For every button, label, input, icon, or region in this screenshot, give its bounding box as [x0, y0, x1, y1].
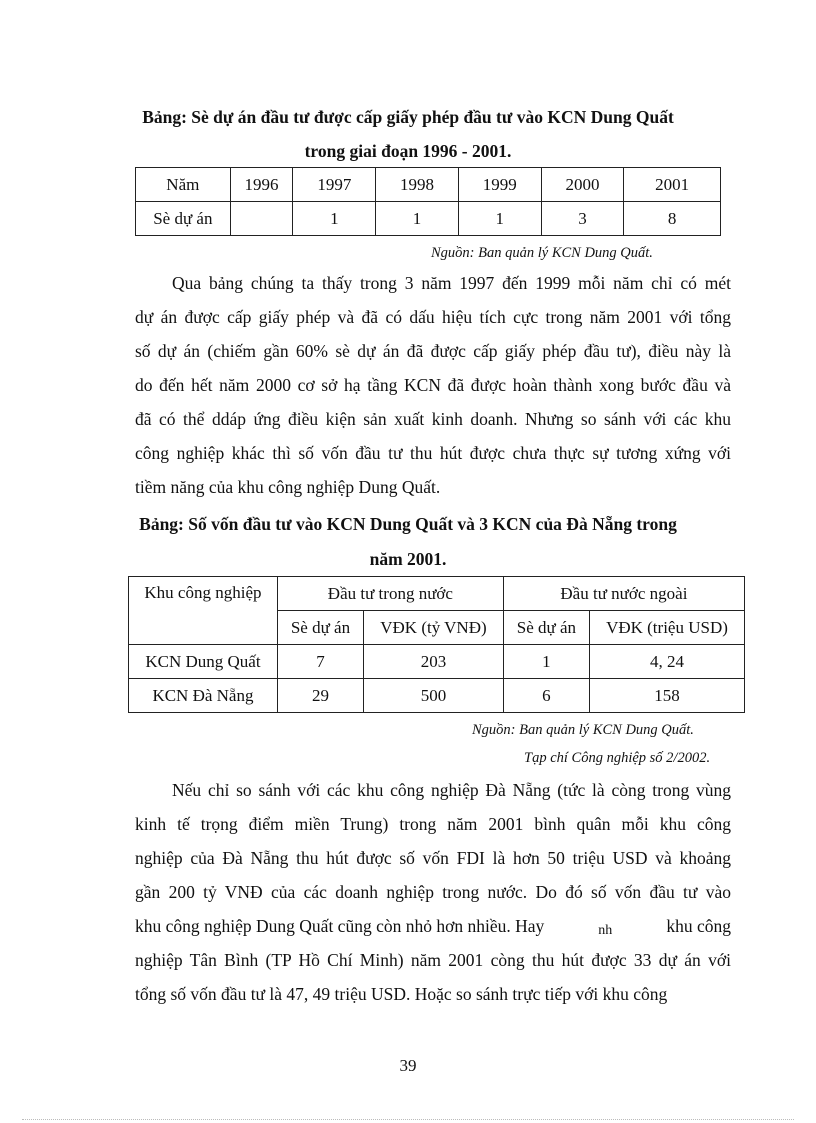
year-cell: 1996 [230, 168, 293, 202]
domestic-count: 7 [277, 645, 363, 679]
paragraph-line: nghiệp Tân Bình (TP Hồ Chí Minh) năm 2001 còng thu hút được 33 dự án với [135, 950, 731, 970]
table2-title-line2: năm 2001. [369, 549, 447, 569]
header-zone: Khu công nghiệp [129, 577, 278, 645]
paragraph-line: do đến hết năm 2000 cơ sở hạ tầng KCN đã được hoàn thành xong bước đầu và [135, 375, 731, 395]
header-foreign: Đầu tư nước ngoài [503, 577, 744, 611]
table-row [129, 577, 745, 611]
subheader-capital-usd: VĐK (triệu USD) [589, 611, 744, 645]
paragraph-line: dự án được cấp giấy phép và đã có dấu hiệu tích cực trong năm 2001 với tổng [135, 307, 731, 327]
paragraph-line: kinh tế trọng điểm miền Trung) trong năm 2001 bình quân mỗi khu công [135, 814, 731, 834]
table2-source-2: Tạp chí Công nghiệp số 2/2002. [524, 750, 711, 766]
table2-source-1: Nguồn: Ban quản lý KCN Dung Quất. [472, 722, 694, 738]
table-row [136, 202, 721, 236]
paragraph-line: công nghiệp khác thì số vốn đầu tư thu hút được chưa thực sự tương xứng với [135, 443, 731, 463]
paragraph-line-with-subscript [135, 909, 731, 943]
foreign-capital: 4, 24 [589, 645, 744, 679]
page-number: 39 [399, 1056, 417, 1075]
table-row [129, 645, 745, 679]
year-cell: 1998 [376, 168, 459, 202]
subheader-count-foreign: Sè dự án [503, 611, 589, 645]
count-cell: 1 [458, 202, 541, 236]
paragraph-line: khu công nghiệp Dung Quất cũng còn nhỏ hơn nhiều. Hay [135, 916, 545, 936]
row-label-year: Năm [136, 168, 231, 202]
paragraph-line: nghiệp của Đà Nẵng thu hút được số vốn FDI là hơn 50 triệu USD và khoảng [135, 848, 731, 868]
count-cell: 3 [541, 202, 624, 236]
zone-name: KCN Đà Nẵng [129, 679, 278, 713]
paragraph-line: đã có thể ddáp ứng điều kiện sản xuất kinh doanh. Nhưng so sánh với các khu [135, 409, 731, 429]
paragraph-line: Nếu chỉ so sánh với các khu công nghiệp Đà Nẵng (tức là còng trong vùng [172, 780, 731, 800]
table1-projects-by-year [135, 167, 721, 236]
table1-source: Nguồn: Ban quản lý KCN Dung Quất. [431, 245, 653, 261]
year-cell: 1997 [293, 168, 376, 202]
paragraph-line: số dự án (chiếm gần 60% sè dự án đã được cấp giấy phép đầu tư), điều này là [135, 341, 731, 361]
row-label-count: Sè dự án [136, 202, 231, 236]
table1-title-line1: Bảng: Sè dự án đầu tư được cấp giấy phép đầu tư vào KCN Dung Quất [142, 107, 674, 127]
paragraph-line: tổng số vốn đầu tư là 47, 49 triệu USD. Hoặc so sánh trực tiếp với khu công [135, 984, 668, 1004]
count-cell: 1 [293, 202, 376, 236]
subscript-text: nh [598, 923, 613, 938]
paragraph-line: khu công [666, 916, 731, 936]
zone-name: KCN Dung Quất [129, 645, 278, 679]
table2-investment-capital [128, 576, 745, 713]
paragraph-line: gần 200 tỷ VNĐ của các doanh nghiệp trong nước. Do đó số vốn đầu tư vào [135, 882, 731, 902]
page-bottom-divider [22, 1119, 794, 1120]
table-row [129, 679, 745, 713]
subheader-capital-vnd: VĐK (tỷ VNĐ) [364, 611, 504, 645]
domestic-count: 29 [277, 679, 363, 713]
subheader-count: Sè dự án [277, 611, 363, 645]
year-cell: 2000 [541, 168, 624, 202]
table2-title-line1: Bảng: Số vốn đầu tư vào KCN Dung Quất và 3 KCN của Đà Nẵng trong [139, 514, 677, 534]
count-cell: 1 [376, 202, 459, 236]
foreign-capital: 158 [589, 679, 744, 713]
foreign-count: 1 [503, 645, 589, 679]
paragraph-2 [135, 773, 731, 1011]
table-row [136, 168, 721, 202]
domestic-capital: 500 [364, 679, 504, 713]
table1-title-line2: trong giai đoạn 1996 - 2001. [304, 141, 512, 161]
year-cell: 2001 [624, 168, 721, 202]
foreign-count: 6 [503, 679, 589, 713]
paragraph-1 [135, 266, 731, 504]
count-cell: 8 [624, 202, 721, 236]
header-domestic: Đầu tư trong nước [277, 577, 503, 611]
domestic-capital: 203 [364, 645, 504, 679]
paragraph-line: tiềm năng của khu công nghiệp Dung Quất. [135, 477, 441, 497]
count-cell [230, 202, 293, 236]
year-cell: 1999 [458, 168, 541, 202]
paragraph-line: Qua bảng chúng ta thấy trong 3 năm 1997 đến 1999 mỗi năm chỉ có mét [172, 273, 731, 293]
